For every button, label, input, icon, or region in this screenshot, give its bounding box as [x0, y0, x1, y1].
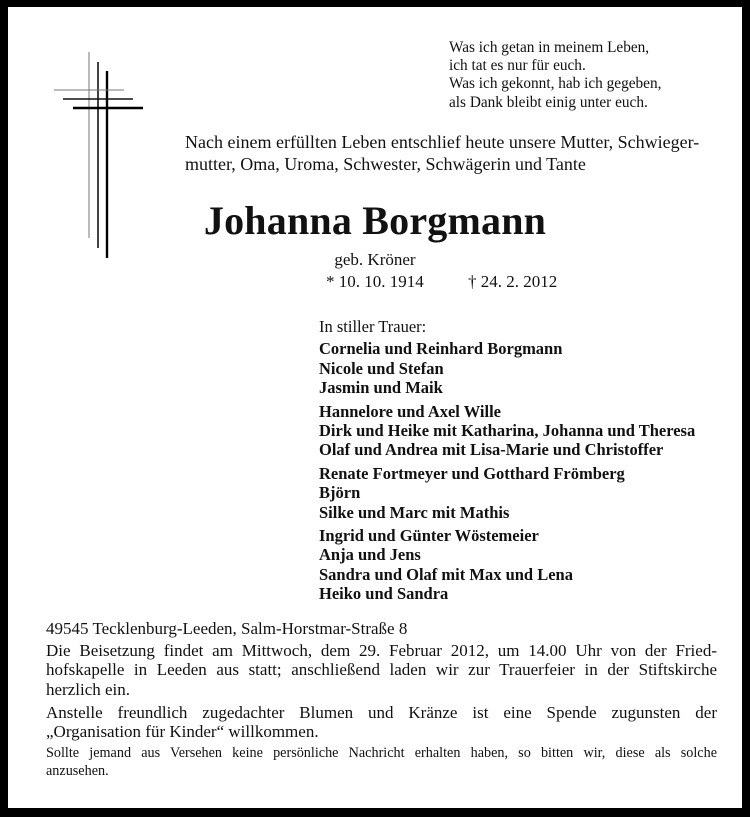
intro-text — [185, 131, 725, 175]
donation-line: „Organisation für Kinder“ willkommen. — [46, 722, 319, 742]
mourners-label: In stiller Trauer: — [319, 317, 427, 336]
intro-line: mutter, Oma, Uroma, Schwester, Schwägerin und Tante — [185, 154, 586, 174]
poem-line: Was ich gekonnt, hab ich gegeben, — [449, 75, 662, 93]
death-date: † 24. 2. 2012 — [468, 272, 558, 291]
mourner-line: Sandra und Olaf mit Max und Lena — [319, 564, 573, 584]
poem-line: als Dank bleibt einig unter euch. — [449, 93, 648, 111]
footer-text — [46, 619, 717, 780]
mourner-line: Ingrid und Günter Wöstemeier — [319, 525, 539, 545]
mourner-line: Silke und Marc mit Mathis — [319, 502, 510, 522]
poem — [449, 39, 661, 112]
funeral-line: hofskapelle in Leeden aus statt; anschließend laden wir zur Trauerfeier in der Stiftskirche — [46, 660, 717, 680]
life-dates — [326, 272, 558, 292]
mourner-group — [319, 526, 695, 604]
mourner-group — [319, 402, 695, 460]
mourner-line: Dirk und Heike mit Katharina, Johanna und Theresa — [319, 420, 696, 440]
mourner-line: Hannelore und Axel Wille — [319, 401, 501, 421]
mourner-line: Renate Fortmeyer und Gotthard Frömberg — [319, 463, 625, 483]
notice-info — [46, 745, 717, 780]
address: 49545 Tecklenburg-Leeden, Salm-Horstmar-Straße 8 — [46, 619, 408, 638]
notice-line: Sollte jemand aus Versehen keine persönliche Nachricht erhalten haben, so bitten wir, diese als solche — [46, 745, 717, 762]
mourner-line: Björn — [319, 483, 361, 503]
birth-date: * 10. 10. 1914 — [326, 272, 424, 291]
mourner-line: Nicole und Stefan — [319, 358, 444, 378]
mourners — [319, 317, 695, 607]
mourner-line: Anja und Jens — [319, 545, 421, 565]
donation-info — [46, 703, 717, 741]
funeral-line: Die Beisetzung findet am Mittwoch, dem 29. Februar 2012, um 14.00 Uhr von der Fried- — [46, 641, 717, 661]
poem-line: Was ich getan in meinem Leben, — [449, 39, 650, 56]
funeral-info — [46, 641, 717, 699]
obituary-notice — [8, 7, 742, 808]
mourner-line: Jasmin und Maik — [319, 378, 443, 398]
mourner-line: Heiko und Sandra — [319, 584, 449, 604]
mourner-group — [319, 464, 695, 522]
mourner-line: Cornelia und Reinhard Borgmann — [319, 339, 563, 359]
maiden-name: geb. Kröner — [334, 250, 416, 269]
funeral-line: herzlich ein. — [46, 679, 131, 699]
deceased-name: Johanna Borgmann — [203, 198, 547, 243]
notice-line: anzusehen. — [46, 762, 109, 779]
poem-line: ich tat es nur für euch. — [449, 57, 586, 75]
donation-line: Anstelle freundlich zugedachter Blumen und Kränze ist eine Spende zugunsten der — [46, 702, 717, 722]
mourner-group — [319, 339, 695, 397]
mourner-line: Olaf und Andrea mit Lisa-Marie und Christoffer — [319, 440, 664, 460]
intro-line: Nach einem erfüllten Leben entschlief heute unsere Mutter, Schwieger- — [185, 132, 700, 152]
